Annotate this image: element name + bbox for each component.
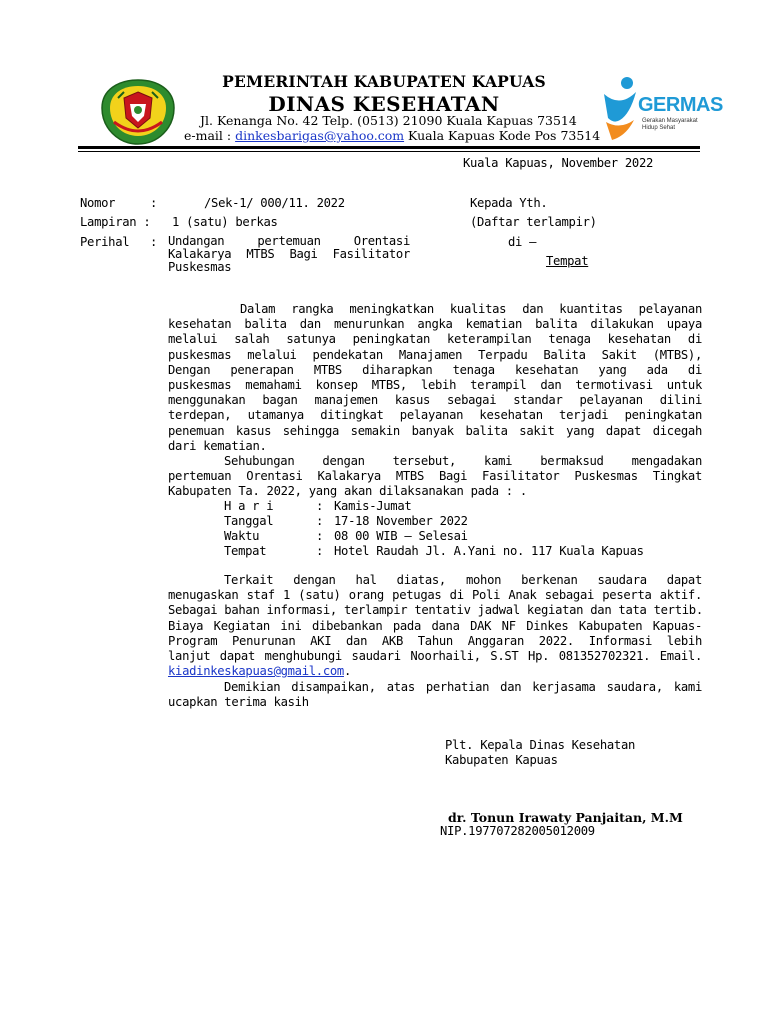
paragraph-2 [168, 454, 702, 500]
p1-line-4: puskesmas melalui pendekatan Manajamen Terpadu Balita Sakit (MTBS), [168, 347, 702, 362]
email-suffix: Kuala Kapuas Kode Pos 73514 [404, 128, 601, 143]
p2-line-1: Sehubungan dengan tersebut, kami bermaksud mengadakan [224, 454, 702, 468]
schedule-colon-venue: : [316, 544, 324, 558]
letterhead-rule-thin [78, 151, 700, 152]
schedule-value-venue: Hotel Raudah Jl. A.Yani no. 117 Kuala Kapuas [334, 544, 644, 558]
perihal-line-2: Kalakarya MTBS Bagi Fasilitator [168, 247, 410, 261]
perihal-line-1: Undangan pertemuan Orentasi [168, 234, 410, 248]
p3-line-5: Program Penurunan AKI dan AKB Tahun Anggaran 2022. Informasi lebih [168, 633, 702, 648]
agency-contact [184, 128, 600, 143]
germas-logo [600, 74, 723, 144]
agency-address: Jl. Kenanga No. 42 Telp. (0513) 21090 Kuala Kapuas 73514 [200, 113, 577, 128]
p3-line-4: Biaya Kegiatan ini dibebankan pada dana DAK NF Dinkes Kabupaten Kapuas- [168, 618, 702, 633]
schedule-colon-date: : [316, 514, 324, 528]
lampiran-label: Lampiran : [80, 215, 151, 229]
p1-line-6: puskesmas memahami konsep MTBS, lebih terampil dan termotivasi untuk [168, 378, 702, 393]
kapuas-regency-emblem [100, 78, 176, 146]
perihal-colon: : [150, 235, 158, 249]
p2-line-3: Kabupaten Ta. 2022, yang akan dilaksanakan pada : . [168, 484, 527, 499]
p4-line-1: Demikian disampaikan, atas perhatian dan kerjasama saudara, kami [224, 680, 702, 694]
letter-date: Kuala Kapuas, November 2022 [463, 156, 654, 170]
p3-line-3: Sebagai bahan informasi, terlampir tentativ jadwal kegiatan dan tata tertib. [168, 603, 703, 618]
agency-name: DINAS KESEHATAN [268, 92, 500, 116]
recipient-di: di – [508, 235, 537, 249]
government-name: PEMERINTAH KABUPATEN KAPUAS [222, 72, 546, 91]
schedule-colon-time: : [316, 529, 324, 543]
perihal-value [168, 235, 410, 274]
germas-subtitle-2: Hidup Sehat [642, 125, 676, 131]
germas-title: GERMAS [638, 94, 723, 116]
p1-line-5: Dengan penerapan MTBS diharapkan tenaga kesehatan yang ada di [168, 362, 702, 377]
signatory-office: Kabupaten Kapuas [445, 753, 558, 767]
recipient-greeting: Kepada Yth. [470, 196, 548, 210]
schedule-label-date: Tanggal [224, 514, 274, 528]
perihal-label: Perihal [80, 235, 130, 249]
nomor-colon: : [150, 196, 158, 210]
paragraph-1 [168, 302, 702, 454]
p1-line-10: dari kematian. [168, 438, 267, 453]
signatory-title: Plt. Kepala Dinas Kesehatan [445, 738, 636, 752]
schedule-value-date: 17-18 November 2022 [334, 514, 468, 528]
recipient-list-note: (Daftar terlampir) [470, 215, 597, 229]
paragraph-4 [168, 680, 702, 710]
germas-subtitle-1: Gerakan Masyarakat [642, 118, 698, 124]
p1-line-9: penemuan kasus sehingga semakin banyak balita sakit yang dapat dicegah [168, 423, 702, 438]
p3-line-6: lanjut dapat menghubungi saudari Noorhaili, S.ST Hp. 081352702321. Email. [168, 649, 702, 664]
p3-line-2: menugaskan staf 1 (satu) orang petugas di Poli Anak sebagai peserta aktif. [168, 588, 702, 603]
paragraph-3 [168, 573, 702, 679]
schedule-value-day: Kamis-Jumat [334, 499, 412, 513]
contact-email-link[interactable]: kiadinkeskapuas@gmail.com [168, 664, 344, 679]
signatory-name: dr. Tonun Irawaty Panjaitan, M.M [448, 810, 683, 825]
agency-email-link[interactable]: dinkesbarigas@yahoo.com [235, 128, 405, 143]
p1-line-3: melalui salah satunya peningkatan keterampilan tenaga kesehatan di [168, 332, 702, 347]
p1-line-8: terdepan, utamanya ditingkat pelayanan kesehatan terjadi peningkatan [168, 408, 702, 423]
schedule-colon-day: : [316, 499, 324, 513]
p1-line-2: kesehatan balita dan menurunkan angka kematian balita dilakukan upaya [168, 317, 702, 332]
p3-line-1: Terkait dengan hal diatas, mohon berkenan saudara dapat [224, 573, 702, 587]
germas-figure-icon [600, 74, 642, 144]
schedule-label-time: Waktu [224, 529, 260, 543]
nomor-value: /Sek-1/ 000/11. 2022 [204, 196, 345, 210]
schedule-label-day: H a r i [224, 499, 274, 513]
nomor-label: Nomor [80, 196, 116, 210]
signatory-nip: NIP.197707282005012009 [440, 824, 595, 838]
lampiran-value: 1 (satu) berkas [172, 215, 278, 229]
p3-line-7 [168, 664, 702, 679]
p1-line-7: menggunakan bagan manajemen kasus sebagai standar pelayanan dilini [168, 393, 702, 408]
p4-line-2: ucapkan terima kasih [168, 695, 309, 710]
contact-email-suffix: . [343, 664, 351, 679]
email-prefix: e-mail : [184, 128, 236, 143]
schedule-label-venue: Tempat [224, 544, 267, 558]
p1-line-1: Dalam rangka meningkatkan kualitas dan kuantitas pelayanan [240, 302, 702, 316]
letterhead-rule-thick [78, 146, 700, 149]
perihal-line-3: Puskesmas [168, 260, 232, 274]
p2-line-2: pertemuan Orentasi Kalakarya MTBS Bagi Fasilitator Puskesmas Tingkat [168, 469, 702, 484]
recipient-place: Tempat [546, 254, 589, 268]
schedule-value-time: 08 00 WIB – Selesai [334, 529, 468, 543]
